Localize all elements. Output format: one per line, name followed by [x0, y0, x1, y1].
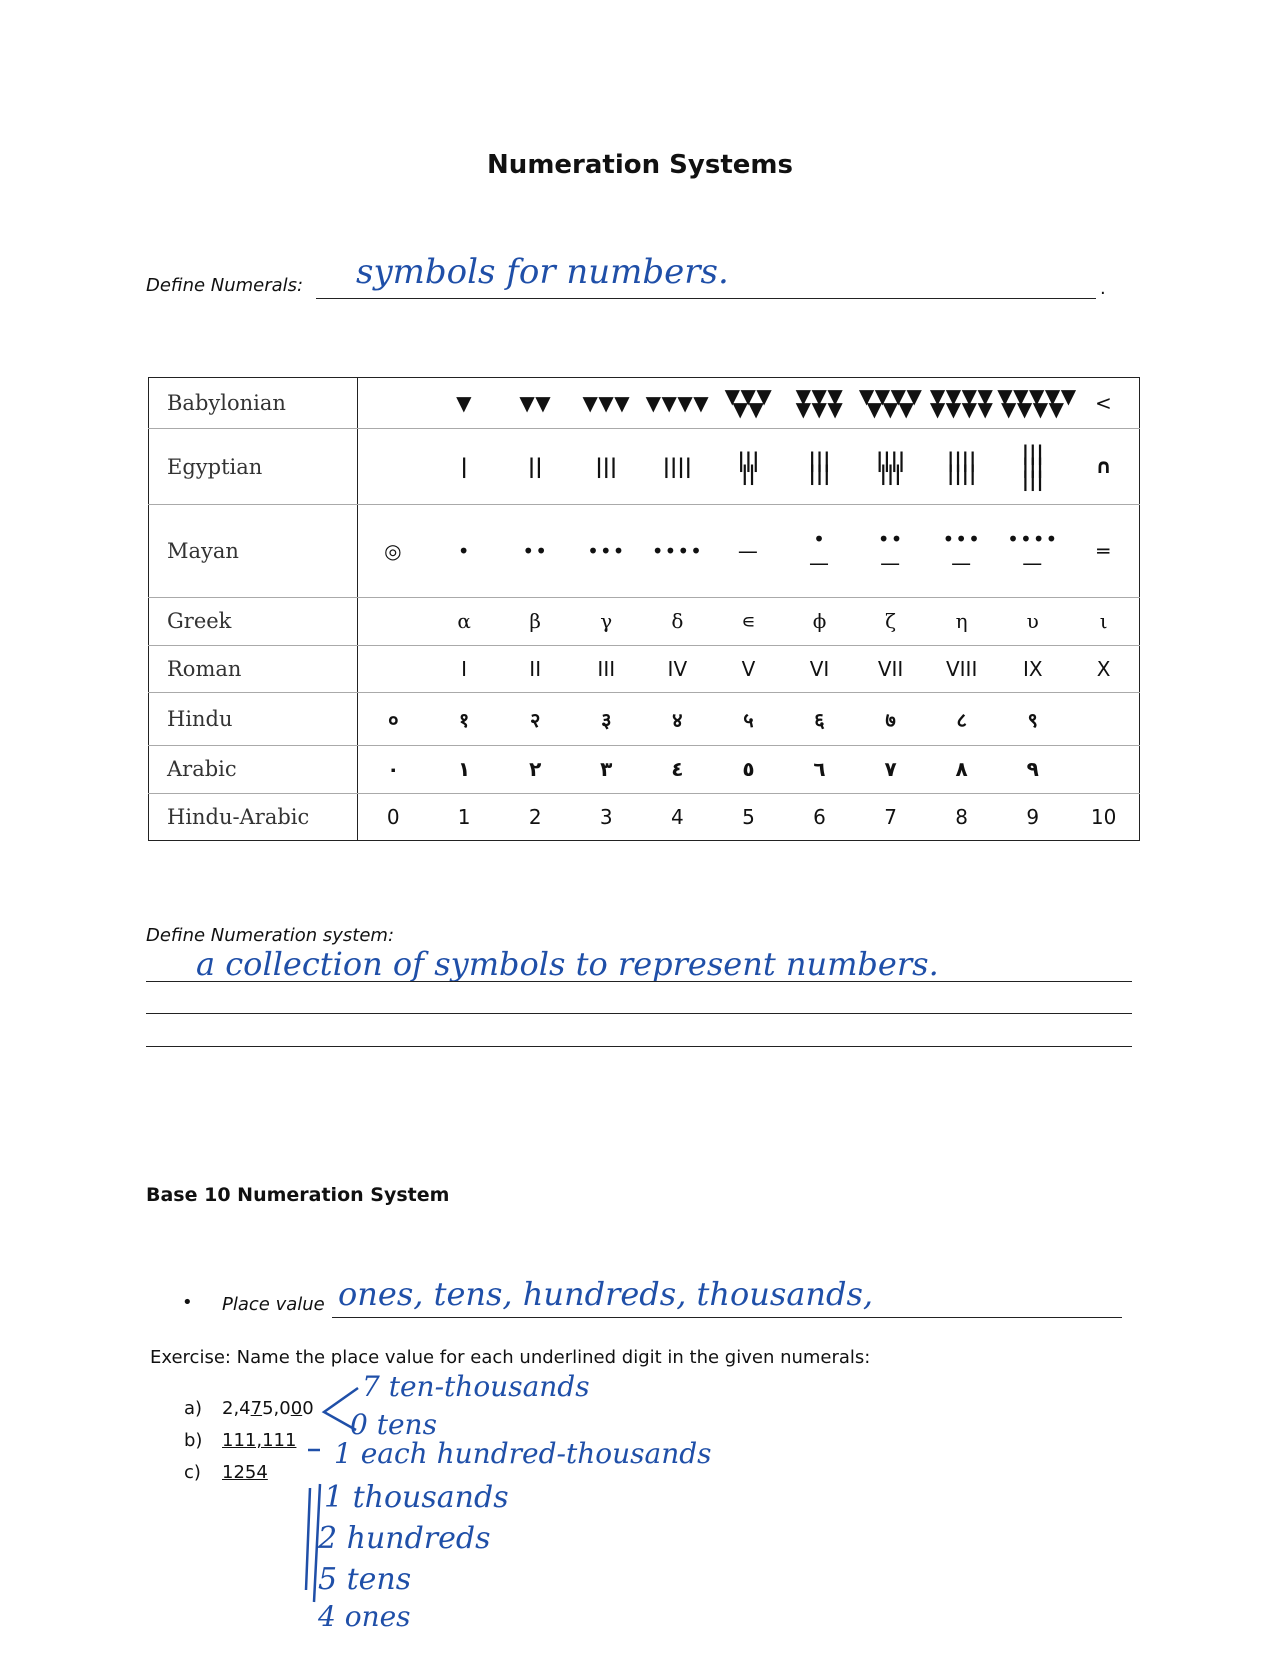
table-cell: 2 — [528, 804, 542, 829]
table-cell: VIII — [926, 645, 997, 692]
table-cell: ५ — [713, 692, 784, 745]
table-cell: ∊ — [713, 598, 784, 645]
answer-a1: 7 ten-thousands — [362, 1370, 590, 1403]
table-cell: — — [713, 505, 784, 598]
table-cell: 4 — [670, 804, 684, 829]
table-cell: ८ — [926, 692, 997, 745]
define-numerals-line — [316, 298, 1096, 299]
table-cell: ٨ — [926, 746, 997, 793]
item-c-letter: c) — [184, 1462, 201, 1483]
define-system-label: Define Numeration system: — [146, 925, 395, 946]
page-title: Numeration Systems — [487, 150, 793, 180]
table-cell: ▼▼▼▼ ▼▼▼▼ — [926, 378, 997, 429]
table-cell: |||| ||| — [855, 429, 926, 505]
answer-b: 1 each hundred-thousands — [334, 1437, 712, 1470]
table-cell: ═ — [1068, 505, 1139, 598]
row-label: Hindu — [149, 692, 358, 745]
item-a-numeral: 2,475,000 — [222, 1398, 314, 1419]
row-label: Arabic — [149, 746, 358, 793]
answer-line-1 — [146, 981, 1132, 982]
item-a-letter: a) — [184, 1398, 203, 1419]
table-cell: γ — [571, 598, 642, 645]
row-label: Egyptian — [149, 429, 358, 505]
table-cell: 10 — [1090, 804, 1117, 829]
item-b-numeral: 111,111 — [222, 1430, 297, 1451]
table-cell: ||| ||| ||| — [997, 429, 1068, 505]
table-cell: • — — [784, 505, 855, 598]
table-cell: ३ — [571, 692, 642, 745]
table-cell: •••• — — [997, 505, 1068, 598]
table-cell: δ — [642, 598, 713, 645]
table-cell: X — [1068, 645, 1139, 692]
answer-a2: 0 tens — [350, 1408, 437, 1441]
row-label: Roman — [149, 645, 358, 692]
table-cell: VII — [855, 645, 926, 692]
place-value-label: Place value — [222, 1294, 325, 1315]
table-cell: ••• — — [926, 505, 997, 598]
table-cell: २ — [500, 692, 571, 745]
row-label: Mayan — [149, 505, 358, 598]
table-cell — [358, 645, 429, 692]
table-cell: II — [500, 645, 571, 692]
row-label: Hindu-Arabic — [149, 793, 358, 840]
place-value-line — [332, 1317, 1122, 1318]
table-cell: •• — — [855, 505, 926, 598]
table-cell: || — [500, 429, 571, 505]
table-cell: ••• — [571, 505, 642, 598]
row-label: Babylonian — [149, 378, 358, 429]
table-cell: VI — [784, 645, 855, 692]
table-cell: ||| — [571, 429, 642, 505]
table-row — [149, 378, 1140, 429]
table-cell: η — [926, 598, 997, 645]
define-numerals-label: Define Numerals: — [146, 275, 304, 296]
define-numerals-period: . — [1100, 278, 1106, 299]
table-cell: •• — [500, 505, 571, 598]
table-cell: ζ — [855, 598, 926, 645]
table-row — [149, 793, 1140, 840]
table-cell: 7 — [884, 804, 897, 829]
define-numerals-answer[interactable]: symbols for numbers. — [356, 252, 729, 292]
exercise-instructions: Exercise: Name the place value for each underlined digit in the given numerals: — [150, 1347, 871, 1368]
table-cell: 0 — [386, 804, 400, 829]
table-cell: 1 — [457, 804, 471, 829]
numeration-table — [148, 377, 1140, 841]
table-cell: ▼▼▼ — [571, 378, 642, 429]
table-row — [149, 746, 1140, 793]
answer-c2: 2 hundreds — [318, 1521, 491, 1556]
table-cell — [1068, 692, 1139, 745]
table-cell: ▼▼▼ ▼▼ — [713, 378, 784, 429]
table-cell: | — [429, 429, 500, 505]
table-cell: ٦ — [784, 746, 855, 793]
table-cell: ||| ||| — [784, 429, 855, 505]
table-cell: III — [571, 645, 642, 692]
table-cell: ▼▼▼ ▼▼▼ — [784, 378, 855, 429]
table-cell: ६ — [784, 692, 855, 745]
table-cell: ९ — [997, 692, 1068, 745]
table-cell: ∩ — [1068, 429, 1139, 505]
table-cell: 6 — [813, 804, 826, 829]
answer-c4: 4 ones — [318, 1600, 411, 1633]
table-cell — [358, 598, 429, 645]
table-cell: < — [1068, 378, 1139, 429]
table-cell: ▼▼▼▼ — [642, 378, 713, 429]
table-cell — [1068, 746, 1139, 793]
table-cell: α — [429, 598, 500, 645]
table-cell — [358, 378, 429, 429]
table-cell — [358, 429, 429, 505]
table-cell: ٩ — [997, 746, 1068, 793]
table-cell: • — [429, 505, 500, 598]
answer-line-3 — [146, 1046, 1132, 1047]
table-cell: ٣ — [571, 746, 642, 793]
table-cell: |||| |||| — [926, 429, 997, 505]
table-row — [149, 645, 1140, 692]
table-cell: ▼▼▼▼ ▼▼▼ — [855, 378, 926, 429]
table-row — [149, 692, 1140, 745]
table-cell: 5 — [742, 804, 755, 829]
item-b-letter: b) — [184, 1430, 203, 1451]
answer-c1: 1 thousands — [324, 1480, 509, 1515]
table-row — [149, 429, 1140, 505]
base10-heading: Base 10 Numeration System — [146, 1184, 450, 1206]
table-cell: β — [500, 598, 571, 645]
table-cell: 3 — [599, 804, 613, 829]
answer-c3: 5 tens — [318, 1562, 412, 1597]
table-cell: υ — [997, 598, 1068, 645]
table-cell: V — [713, 645, 784, 692]
bullet: • — [182, 1292, 193, 1313]
place-value-answer[interactable]: ones, tens, hundreds, thousands, — [338, 1275, 874, 1313]
table-cell: ▼▼▼▼▼ ▼▼▼▼ — [997, 378, 1068, 429]
table-cell: 8 — [955, 804, 969, 829]
table-cell: ▼ — [429, 378, 500, 429]
table-cell: ι — [1068, 598, 1139, 645]
table-cell: ० — [358, 692, 429, 745]
table-cell: ▼▼ — [500, 378, 571, 429]
table-cell: 9 — [1026, 804, 1040, 829]
table-cell: •••• — [642, 505, 713, 598]
table-cell: ||| || — [713, 429, 784, 505]
table-cell: ϕ — [784, 598, 855, 645]
item-c-numeral: 1254 — [222, 1462, 268, 1483]
table-cell: ١ — [429, 746, 500, 793]
table-cell: IX — [997, 645, 1068, 692]
table-cell: ◎ — [358, 505, 429, 598]
table-cell: ४ — [642, 692, 713, 745]
table-cell: ٧ — [855, 746, 926, 793]
table-cell: |||| — [642, 429, 713, 505]
table-cell: ٠ — [358, 746, 429, 793]
answer-line-2 — [146, 1013, 1132, 1014]
table-cell: I — [429, 645, 500, 692]
table-row — [149, 598, 1140, 645]
table-cell: ٤ — [642, 746, 713, 793]
define-system-answer[interactable]: a collection of symbols to represent numbers. — [196, 945, 939, 983]
row-label: Greek — [149, 598, 358, 645]
table-cell: ٥ — [713, 746, 784, 793]
table-cell: IV — [642, 645, 713, 692]
table-row — [149, 505, 1140, 598]
table-cell: ٢ — [500, 746, 571, 793]
table-cell: १ — [429, 692, 500, 745]
table-cell: ७ — [855, 692, 926, 745]
